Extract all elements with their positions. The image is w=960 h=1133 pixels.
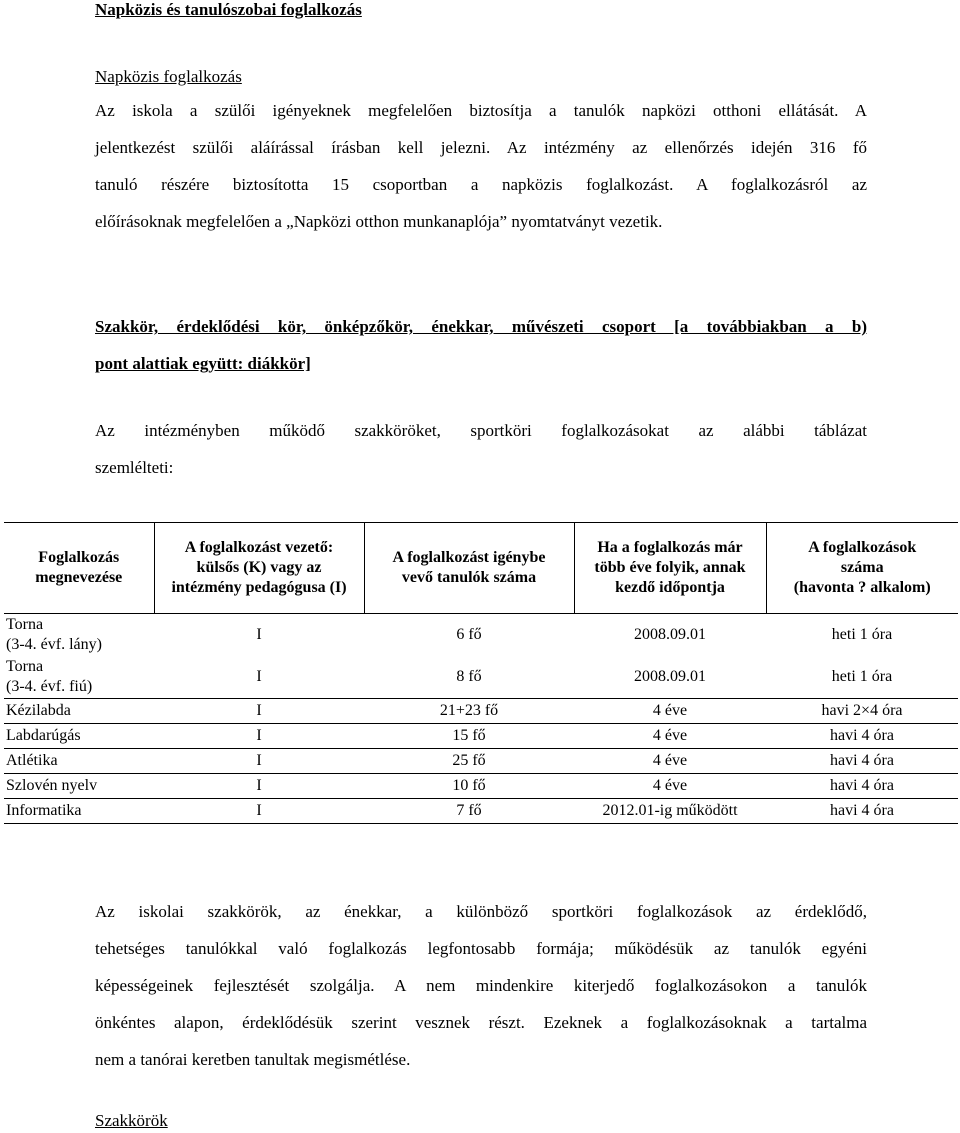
paragraph-line: nem a tanórai keretben tanultak megismétlése. [95, 1050, 411, 1069]
paragraph-line: szemlélteti: [95, 458, 174, 477]
cell-name: Szlovén nyelv [4, 774, 154, 799]
page-title: Napközis és tanulószobai foglalkozás [95, 0, 362, 19]
table-header-row [4, 523, 958, 614]
cell-students: 25 fő [364, 749, 574, 774]
cell-students: 7 fő [364, 799, 574, 824]
closing-paragraph [95, 893, 867, 1078]
cell-leader: I [154, 774, 364, 799]
cell-students: 15 fő [364, 724, 574, 749]
table-row [4, 656, 958, 699]
cell-frequency: havi 4 óra [766, 774, 958, 799]
szakkorok-heading: Szakkörök [95, 1111, 168, 1130]
cell-leader: I [154, 749, 364, 774]
header-start: Ha a foglalkozás már több éve folyik, annak kezdő időpontja [574, 523, 766, 614]
header-frequency: A foglalkozások száma (havonta ? alkalom) [766, 523, 958, 614]
paragraph-line: önkéntes alapon, érdeklődésük szerint vesznek részt. Ezeknek a foglalkozásoknak a tartalma [95, 1013, 867, 1032]
header-leader: A foglalkozást vezető: külsős (K) vagy az intézmény pedagógusa (I) [154, 523, 364, 614]
cell-start: 4 éve [574, 749, 766, 774]
cell-leader: I [256, 668, 262, 685]
cell-leader: I [154, 799, 364, 824]
table-row [4, 774, 958, 799]
table-row [4, 724, 958, 749]
cell-frequency: havi 2×4 óra [766, 699, 958, 724]
table-row [4, 799, 958, 824]
cell-name: Labdarúgás [4, 724, 154, 749]
activities-table [4, 522, 958, 824]
header-students: A foglalkozást igénybe vevő tanulók száma [364, 523, 574, 614]
napkozis-heading: Napközis foglalkozás [95, 67, 242, 86]
cell-leader: I [154, 724, 364, 749]
cell-name: Kézilabda [4, 699, 154, 724]
cell-frequency: havi 4 óra [766, 724, 958, 749]
paragraph-line: Az iskola a szülői igényeknek megfelelően biztosítja a tanulók napközi otthoni ellátását. A [95, 101, 867, 120]
paragraph-line: Az intézményben működő szakköröket, sportköri foglalkozásokat az alábbi táblázat [95, 421, 867, 440]
szakkor-heading [95, 308, 867, 382]
paragraph-line: Az iskolai szakkörök, az énekkar, a különböző sportköri foglalkozások az érdeklődő, [95, 902, 867, 921]
cell-students: 6 fő [456, 626, 482, 643]
table-row [4, 749, 958, 774]
cell-frequency: havi 4 óra [766, 799, 958, 824]
cell-start: 2008.09.01 [634, 668, 706, 685]
cell-start: 4 éve [574, 774, 766, 799]
cell-name: Torna (3-4. évf. lány) [6, 616, 102, 653]
header-name: Foglalkozás megnevezése [35, 549, 123, 586]
szakkor-intro [95, 412, 867, 486]
cell-name: Atlétika [4, 749, 154, 774]
table-row [4, 614, 958, 657]
paragraph-line: tanuló részére biztosította 15 csoportban a napközis foglalkozást. A foglalkozásról az [95, 175, 867, 194]
cell-leader: I [256, 626, 262, 643]
cell-start: 2008.09.01 [634, 626, 706, 643]
cell-students: 8 fő [456, 668, 482, 685]
paragraph-line: előírásoknak megfelelően a „Napközi otthon munkanaplója” nyomtatványt vezetik. [95, 212, 663, 231]
cell-frequency: heti 1 óra [831, 626, 893, 643]
paragraph-line: képességeinek fejlesztését szolgálja. A nem mindenkire kiterjedő foglalkozásokon a tanulók [95, 976, 867, 995]
cell-frequency: heti 1 óra [831, 668, 893, 685]
cell-name: Informatika [4, 799, 154, 824]
napkozis-paragraph [95, 92, 867, 240]
heading-line: Szakkör, érdeklődési kör, önképzőkör, énekkar, művészeti csoport [a továbbiakban a b) [95, 317, 867, 336]
cell-start: 4 éve [574, 724, 766, 749]
cell-start: 2012.01-ig működött [574, 799, 766, 824]
cell-leader: I [154, 699, 364, 724]
cell-name: Torna (3-4. évf. fiú) [6, 658, 93, 695]
cell-start: 4 éve [574, 699, 766, 724]
cell-students: 21+23 fő [364, 699, 574, 724]
paragraph-line: tehetséges tanulókkal való foglalkozás legfontosabb formája; működésük az tanulók egyéni [95, 939, 867, 958]
cell-students: 10 fő [364, 774, 574, 799]
cell-frequency: havi 4 óra [766, 749, 958, 774]
paragraph-line: jelentkezést szülői aláírással írásban kell jelezni. Az intézmény az ellenőrzés idején 316 fő [95, 138, 867, 157]
heading-line: pont alattiak együtt: diákkör] [95, 354, 311, 373]
table-row [4, 699, 958, 724]
